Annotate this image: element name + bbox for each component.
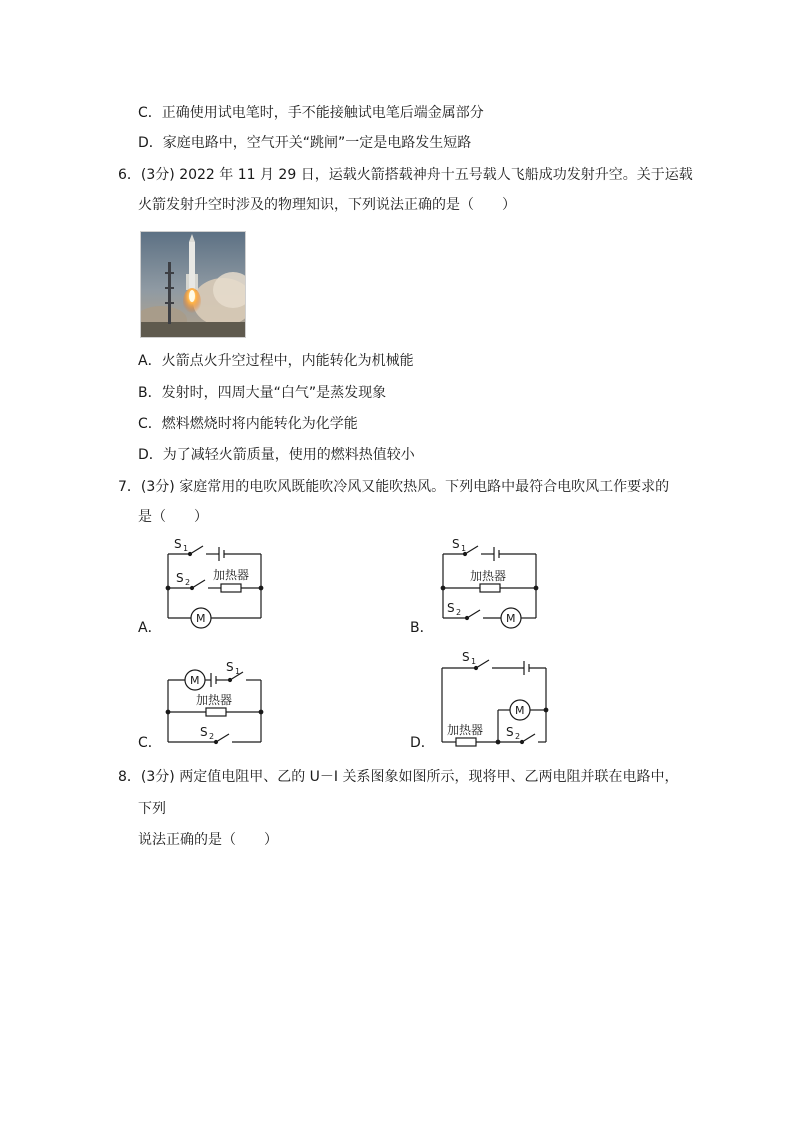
label-s2-sub: 2 — [515, 732, 521, 741]
q7-stem-line2: 是（ ） — [138, 509, 208, 525]
q5-option-c: C．正确使用试电笔时，手不能接触试电笔后端金属部分 — [138, 105, 484, 121]
q7-option-c: C． — [138, 735, 162, 751]
label-motor: M — [515, 704, 525, 717]
q8-stem-line1: 8．(3分) 两定值电阻甲、乙的 U－I 关系图象如图所示，现将甲、乙两电阻并联在电路中， — [118, 769, 679, 785]
q7-option-b: B． — [410, 620, 434, 636]
label-s1: S — [226, 660, 234, 674]
label-s1-sub: 1 — [471, 657, 477, 666]
q6-option-b: B．发射时，四周大量“白气”是蒸发现象 — [138, 385, 387, 401]
label-s1-sub: 1 — [183, 544, 189, 553]
label-heater: 加热器 — [447, 723, 484, 737]
q7-option-d: D． — [410, 735, 435, 751]
q5-option-d: D．家庭电路中，空气开关“跳闸”一定是电路发生短路 — [138, 135, 472, 151]
rocket-launch-photo — [140, 231, 246, 338]
q8-stem-line2: 下列 — [138, 801, 166, 817]
q7-stem-line1: 7．(3分) 家庭常用的电吹风既能吹冷风又能吹热风。下列电路中最符合电吹风工作要求的 — [118, 479, 670, 495]
label-s2: S — [506, 725, 514, 739]
q6-option-a: A．火箭点火升空过程中，内能转化为机械能 — [138, 353, 414, 369]
label-s1-sub: 1 — [235, 667, 241, 676]
q7-option-a: A． — [138, 620, 162, 636]
q6-stem-line2: 火箭发射升空时涉及的物理知识，下列说法正确的是（ ） — [138, 197, 516, 213]
label-motor: M — [506, 612, 516, 625]
label-s1: S — [462, 650, 470, 664]
label-heater: 加热器 — [213, 568, 250, 582]
label-s2-sub: 2 — [209, 732, 215, 741]
label-motor: M — [196, 612, 206, 625]
label-heater: 加热器 — [470, 569, 507, 583]
label-s2: S — [447, 601, 455, 615]
label-s2: S — [200, 725, 208, 739]
q8-stem-line3: 说法正确的是（ ） — [138, 832, 278, 848]
label-s2-sub: 2 — [185, 578, 191, 587]
label-s2-sub: 2 — [456, 608, 462, 617]
q6-stem-line1: 6．(3分) 2022 年 11 月 29 日，运载火箭搭载神舟十五号载人飞船成功发射升空。关于运载 — [118, 167, 693, 183]
q6-option-d: D．为了减轻火箭质量，使用的燃料热值较小 — [138, 447, 415, 463]
label-motor: M — [190, 674, 200, 687]
label-s1: S — [452, 537, 460, 551]
q6-option-c: C．燃料燃烧时将内能转化为化学能 — [138, 416, 358, 432]
label-heater: 加热器 — [196, 693, 233, 707]
label-s2: S — [176, 571, 184, 585]
label-s1: S — [174, 537, 182, 551]
label-s1-sub: 1 — [461, 544, 467, 553]
